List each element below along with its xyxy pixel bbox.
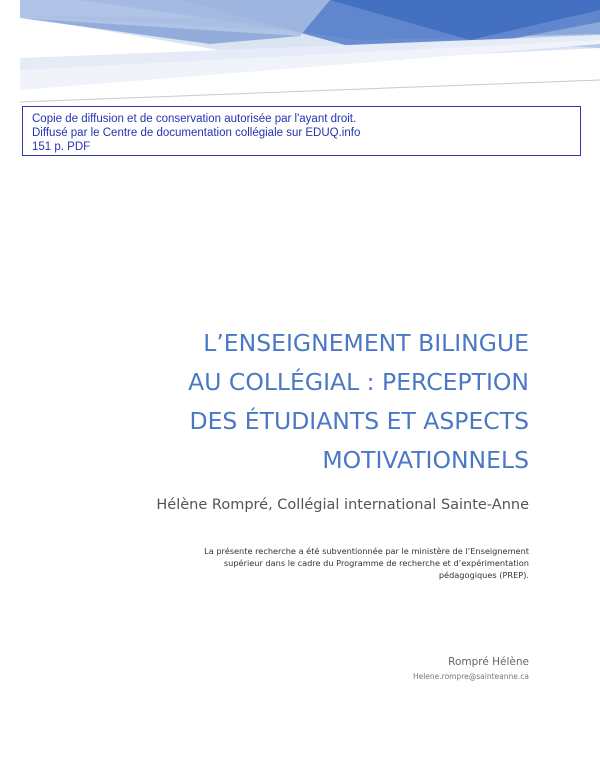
- funding-line-1: La présente recherche a été subventionnée par le ministère de l’Enseignement: [204, 546, 529, 556]
- author-name: Rompré Hélène: [448, 656, 529, 668]
- title-line-1: L’ENSEIGNEMENT BILINGUE: [203, 329, 529, 357]
- header-banner-graphic: [0, 0, 600, 110]
- author-affiliation-subtitle: Hélène Rompré, Collégial international Sainte-Anne: [156, 497, 529, 513]
- author-email: Helene.rompre@sainteanne.ca: [412, 672, 529, 681]
- funding-line-2: supérieur dans le cadre du Programme de recherche et d’expérimentation: [223, 558, 529, 568]
- notice-line-copyright: Copie de diffusion et de conservation autorisée par l'ayant droit.: [32, 113, 357, 125]
- title-line-2: AU COLLÉGIAL : PERCEPTION: [188, 368, 529, 396]
- funding-statement: [129, 545, 529, 581]
- document-title: [89, 324, 529, 480]
- notice-line-pages: 151 p. PDF: [32, 141, 91, 153]
- notice-line-distribution: Diffusé par le Centre de documentation collégiale sur EDUQ.info: [32, 127, 361, 139]
- funding-line-3: pédagogiques (PREP).: [438, 570, 529, 580]
- title-line-3: DES ÉTUDIANTS ET ASPECTS: [189, 407, 529, 435]
- title-line-4: MOTIVATIONNELS: [322, 446, 529, 474]
- diffusion-notice-box: [22, 106, 581, 156]
